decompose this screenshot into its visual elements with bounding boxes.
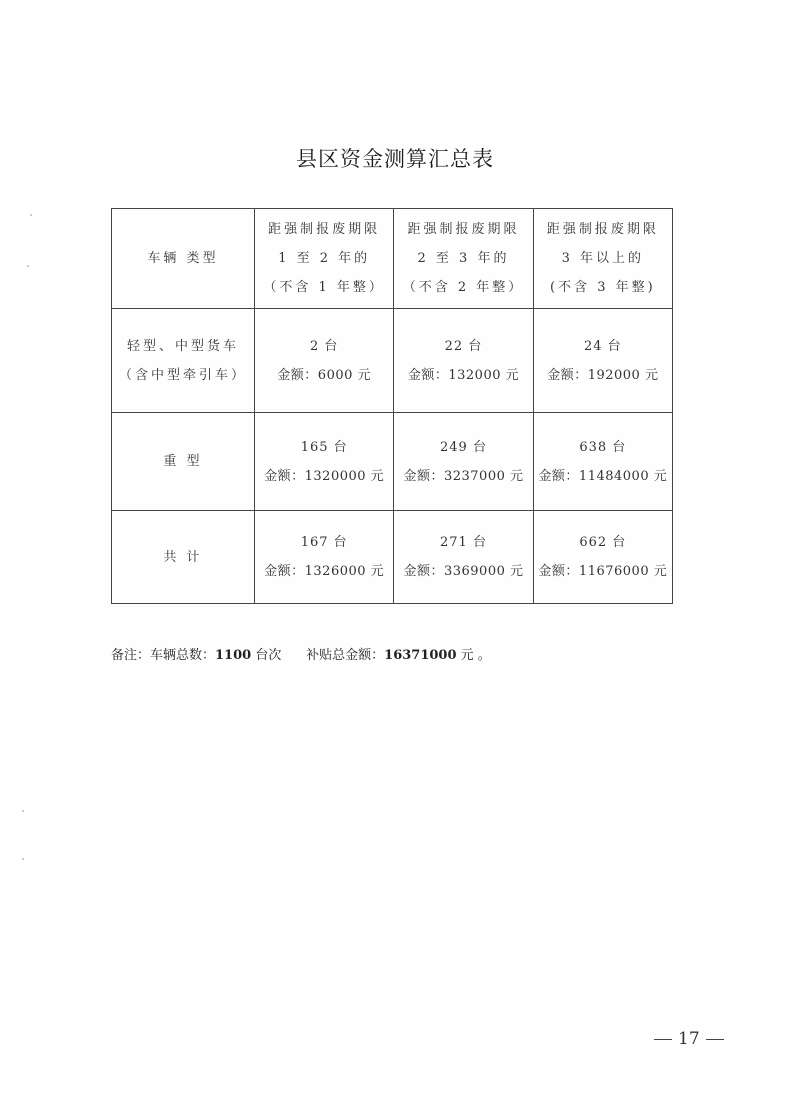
header-period-1	[255, 209, 394, 309]
period-line: （不含 2 年整）	[402, 280, 525, 295]
dash-left	[654, 1039, 672, 1040]
table-row	[112, 413, 673, 511]
vehicle-unit: 台次	[251, 648, 282, 663]
scan-speck	[22, 810, 24, 812]
table-cell	[394, 511, 533, 604]
row-type-label: 共 计	[163, 549, 203, 565]
row-type-cell	[112, 309, 255, 413]
period-line: 2 至 3 年的	[417, 251, 510, 266]
table-cell	[255, 413, 394, 511]
amount: 金额：132000 元	[407, 367, 520, 383]
table-header-row	[112, 209, 673, 309]
amount: 金额：192000 元	[547, 367, 659, 383]
row-type-label: 轻型、中型货车	[126, 338, 239, 354]
amount: 金额：6000 元	[277, 367, 372, 383]
period-line: (不含 3 年整)	[549, 280, 656, 295]
amount: 金额：1326000 元	[264, 564, 385, 579]
vehicle-count: 271 台	[440, 535, 487, 550]
amount: 金额：1320000 元	[264, 468, 385, 484]
scan-speck	[22, 858, 24, 860]
subsidy-label: 补贴总金额：	[306, 648, 385, 663]
scan-speck	[27, 265, 29, 267]
vehicle-count: 638 台	[579, 439, 627, 455]
period-line: 距强制报废期限	[268, 222, 381, 237]
note-prefix: 备注：车辆总数：	[111, 648, 216, 663]
table-cell	[533, 309, 672, 413]
footnote	[111, 644, 491, 663]
vehicle-count: 165 台	[300, 439, 348, 455]
row-type-cell	[112, 511, 255, 604]
amount: 金额：11484000 元	[538, 468, 668, 484]
table-cell	[255, 309, 394, 413]
amount: 金额：3369000 元	[403, 564, 524, 579]
vehicle-count: 167 台	[300, 535, 348, 550]
period-line: 距强制报废期限	[546, 222, 659, 237]
period-line: 3 年以上的	[561, 251, 645, 266]
table-row	[112, 309, 673, 413]
page-title: 县区资金测算汇总表	[296, 147, 494, 171]
dash-right	[706, 1039, 724, 1040]
subsidy-total: 16371000	[384, 648, 457, 663]
vehicle-count: 2 台	[309, 338, 339, 354]
table-cell	[533, 511, 672, 604]
vehicle-total: 1100	[215, 648, 252, 663]
period-line: 1 至 2 年的	[278, 251, 371, 266]
period-line: 距强制报废期限	[407, 222, 520, 237]
table-cell	[255, 511, 394, 604]
row-type-cell	[112, 413, 255, 511]
amount: 金额：11676000 元	[538, 564, 668, 579]
page-number-value: 17	[678, 1029, 700, 1049]
header-period-3	[533, 209, 672, 309]
amount: 金额：3237000 元	[403, 468, 524, 484]
vehicle-count: 24 台	[583, 338, 622, 354]
vehicle-count: 249 台	[440, 439, 487, 455]
vehicle-count: 22 台	[444, 338, 483, 354]
subsidy-unit: 元 。	[456, 648, 491, 663]
table-cell	[533, 413, 672, 511]
scan-speck	[30, 214, 32, 216]
row-type-label: （含中型牵引车）	[118, 367, 247, 383]
summary-table	[111, 208, 673, 604]
table-row	[112, 511, 673, 604]
header-period-2	[394, 209, 533, 309]
header-type-label: 车辆 类型	[147, 251, 219, 266]
row-type-label: 重 型	[163, 454, 203, 469]
table-cell	[394, 309, 533, 413]
header-type-cell	[112, 209, 255, 309]
table-cell	[394, 413, 533, 511]
page-number	[648, 1029, 730, 1049]
vehicle-count: 662 台	[579, 535, 627, 550]
period-line: （不含 1 年整）	[263, 280, 385, 295]
